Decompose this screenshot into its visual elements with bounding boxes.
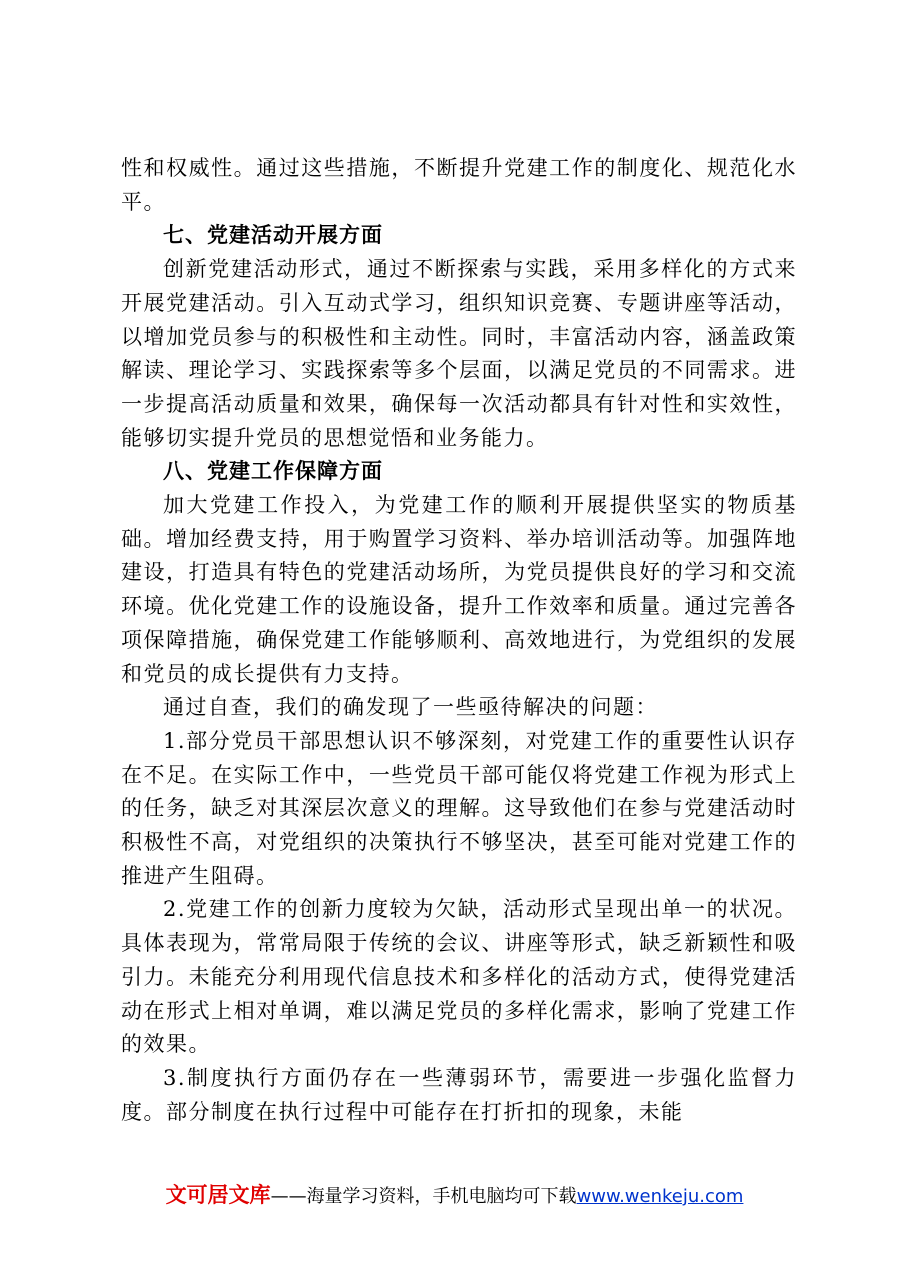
page-footer (0, 1181, 909, 1211)
section-heading-activities: 七、党建活动开展方面 (163, 223, 383, 248)
paragraph-problem-1: 1.部分党员干部思想认识不够深刻，对党建工作的重要性认识存在不足。在实际工作中，一些党员干部可能仅将党建工作视为形式上的任务，缺乏对其深层次意义的理解。这导致他们在参与党建活动时积极性不高，对党组织的决策执行不够坚决，甚至可能对党建工作的推进产生阻碍。 (121, 728, 797, 888)
paragraph-problem-2: 2.党建工作的创新力度较为欠缺，活动形式呈现出单一的状况。具体表现为，常常局限于传统的会议、讲座等形式，缺乏新颖性和吸引力。未能充分利用现代信息技术和多样化的活动方式，使得党建活动在形式上相对单调，难以满足党员的多样化需求，影响了党建工作的效果。 (121, 897, 797, 1057)
paragraph-support: 加大党建工作投入，为党建工作的顺利开展提供坚实的物质基础。增加经费支持，用于购置学习资料、举办培训活动等。加强阵地建设，打造具有特色的党建活动场所，为党员提供良好的学习和交流环境。优化党建工作的设施设备，提升工作效率和质量。通过完善各项保障措施，确保党建工作能够顺利、高效地进行，为党组织的发展和党员的成长提供有力支持。 (121, 493, 797, 686)
footer-tagline: ——海量学习资料，手机电脑均可下载 (270, 1186, 577, 1207)
paragraph-continuation: 性和权威性。通过这些措施，不断提升党建工作的制度化、规范化水平。 (121, 156, 797, 214)
paragraph-problem-3: 3.制度执行方面仍存在一些薄弱环节，需要进一步强化监督力度。部分制度在执行过程中可能存在打折扣的现象，未能 (121, 1065, 797, 1124)
paragraph-self-check-intro: 通过自查，我们的确发现了一些亟待解决的问题： (163, 695, 658, 720)
section-heading-support: 八、党建工作保障方面 (163, 459, 383, 484)
footer-website-link[interactable]: www.wenkeju.com (576, 1186, 744, 1207)
footer-brand: 文可居文库 (165, 1183, 271, 1207)
document-body (121, 152, 797, 1129)
paragraph-activities: 创新党建活动形式，通过不断探索与实践，采用多样化的方式来开展党建活动。引入互动式学习，组织知识竞赛、专题讲座等活动，以增加党员参与的积极性和主动性。同时，丰富活动内容，涵盖政策解读、理论学习、实践探索等多个层面，以满足党员的不同需求。进一步提高活动质量和效果，确保每一次活动都具有针对性和实效性，能够切实提升党员的思想觉悟和业务能力。 (121, 257, 797, 450)
